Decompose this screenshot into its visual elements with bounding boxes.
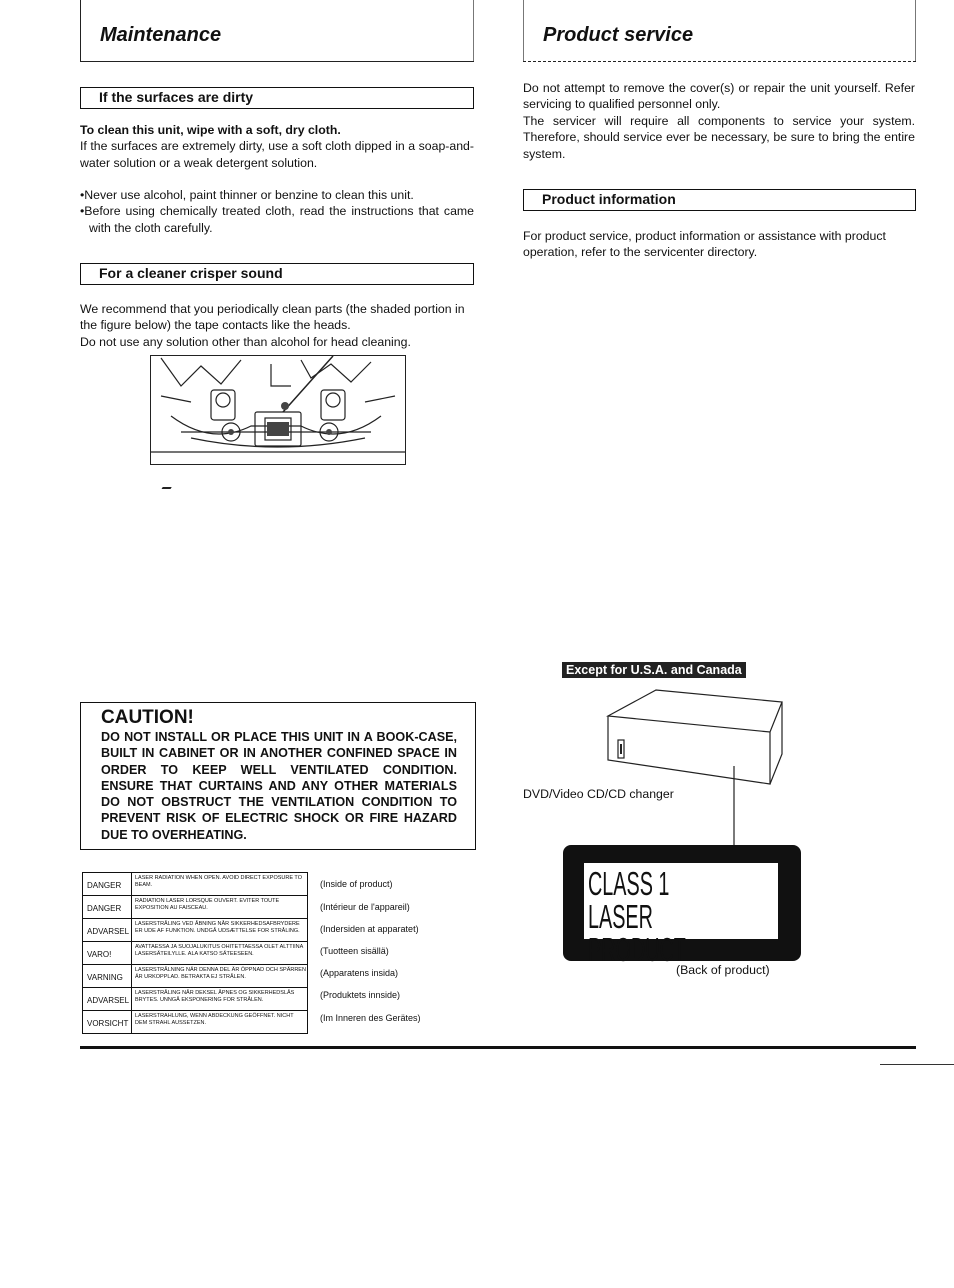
laser-label-panel xyxy=(584,863,778,968)
warning-row xyxy=(83,873,307,896)
service-text-2: The servicer will require all components to service your system. Therefore, should service ever be necessary, be sure to bring the entire system. xyxy=(523,113,915,161)
warning-location: (Intérieur de l'appareil) xyxy=(320,902,410,912)
warning-label: DANGER xyxy=(83,896,132,918)
header-right-rule xyxy=(915,0,916,62)
surfaces-heading: If the surfaces are dirty xyxy=(99,89,254,105)
laser-label-line-2: LASER PRODUCT xyxy=(588,898,686,968)
surfaces-bold-line: To clean this unit, wipe with a soft, dry cloth. xyxy=(80,123,341,137)
warning-row xyxy=(83,919,307,942)
sound-heading-box xyxy=(80,263,474,285)
header-left-rule xyxy=(80,0,81,62)
maintenance-header xyxy=(80,0,474,62)
warning-text: LASER RADIATION WHEN OPEN. AVOID DIRECT EXPOSURE TO BEAM. xyxy=(135,875,302,888)
warning-label-table xyxy=(82,872,308,1034)
header-bottom-rule xyxy=(523,61,916,62)
service-text-1: Do not attempt to remove the cover(s) or repair the unit yourself. Refer servicing to qualified personnel only. xyxy=(523,81,915,112)
bullet-1: •Never use alcohol, paint thinner or benzine to clean this unit. xyxy=(80,188,414,202)
warning-label: ADVARSEL xyxy=(83,919,132,941)
warning-location: (Tuotteen sisällä) xyxy=(320,946,389,956)
warning-row xyxy=(83,1011,307,1033)
surfaces-text: If the surfaces are extremely dirty, use a soft cloth dipped in a soap-and-water solution or a weak detergent solution. xyxy=(80,139,474,170)
warning-text: LASERSTRÅLNING NÄR DENNA DEL ÄR ÖPPNAD OCH SPÄRREN ÄR URKOPPLAD. BETRAKTA EJ STRÅLEN. xyxy=(135,967,306,980)
maintenance-title: Maintenance xyxy=(100,24,222,46)
warning-location: (Produktets innside) xyxy=(320,990,401,1000)
warning-text: AVATTAESSA JA SUOJALUKITUS OHITETTAESSA OLET ALTTIINA LASERSÄTEILYLLE. ALA KATSO SÄTEESEEN. xyxy=(135,944,303,957)
warning-label: VARO! xyxy=(83,942,132,964)
surfaces-heading-box xyxy=(80,87,474,109)
tape-mechanism-drawing xyxy=(151,356,405,464)
warning-text: RADIATION LASER LORSQUE OUVERT. EVITER TOUTE EXPOSITION AU FAISCEAU. xyxy=(135,898,280,911)
page-edge-mark xyxy=(880,1064,954,1065)
small-mark xyxy=(162,484,174,489)
tape-head-figure xyxy=(150,355,406,465)
product-info-heading: Product information xyxy=(542,191,676,207)
product-service-title: Product service xyxy=(543,24,694,46)
bottom-rule xyxy=(80,1046,916,1049)
product-info-paragraph xyxy=(523,228,917,261)
warning-location: (Inside of product) xyxy=(320,879,393,889)
device-label: DVD/Video CD/CD changer xyxy=(523,787,674,801)
product-service-header xyxy=(523,0,916,62)
warning-text: LASERSTRAHLUNG, WENN ABDECKUNG GEÖFFNET. NICHT DEM STRAHL AUSSETZEN. xyxy=(135,1013,294,1026)
bullet-2: •Before using chemically treated cloth, read the instructions that came with the cloth carefully. xyxy=(80,204,474,235)
service-paragraph xyxy=(523,80,915,162)
sound-paragraph xyxy=(80,301,476,350)
product-info-text: For product service, product information or assistance with product operation, refer to the servicenter directory. xyxy=(523,229,886,260)
warning-label: VARNING xyxy=(83,965,132,987)
sound-heading: For a cleaner crisper sound xyxy=(99,265,283,281)
warning-location: (Indersiden at apparatet) xyxy=(320,924,419,934)
region-badge: Except for U.S.A. and Canada xyxy=(562,662,746,678)
header-left-rule xyxy=(523,0,524,62)
back-caption: (Back of product) xyxy=(676,963,770,977)
warning-row xyxy=(83,965,307,988)
warning-location: (Im Inneren des Gerätes) xyxy=(320,1013,421,1023)
warning-row xyxy=(83,896,307,919)
sound-text-1: We recommend that you periodically clean parts (the shaded portion in the figure below) the tape contacts like the heads. xyxy=(80,302,465,333)
laser-label-line-1: CLASS 1 xyxy=(588,865,670,902)
warning-row xyxy=(83,942,307,965)
surfaces-paragraph xyxy=(80,122,474,171)
warning-row xyxy=(83,988,307,1011)
class1-laser-label xyxy=(563,845,801,968)
warning-label: DANGER xyxy=(83,873,132,895)
sound-text-2: Do not use any solution other than alcohol for head cleaning. xyxy=(80,334,411,349)
header-right-rule xyxy=(473,0,474,62)
surfaces-bullets xyxy=(80,187,474,236)
warning-label: VORSICHT xyxy=(83,1011,132,1033)
warning-text: LASERSTRÅLING VED ÅBNING NÅR SIKKERHEDSAFBRYDERE ER UDE AF FUNKTION. UNDGÅ UDSÆTTELSE FOR STRÅLING. xyxy=(135,921,300,934)
caution-title: CAUTION! xyxy=(101,707,194,728)
product-info-heading-box xyxy=(523,189,916,211)
product-box-drawing xyxy=(600,684,790,850)
caution-text: DO NOT INSTALL OR PLACE THIS UNIT IN A BOOK-CASE, BUILT IN CABINET OR IN ANOTHER CONFINED SPACE IN ORDER TO KEEP WELL VENTILATED CONDITION. ENSURE THAT CURTAINS AND ANY OTHER MATERIALS DO NOT OBSTRUCT THE VENTILATION CONDITION TO PREVENT RISK OF ELECTRIC SHOCK OR FIRE HAZARD DUE TO OVERHEATING. xyxy=(101,730,457,842)
header-bottom-rule xyxy=(80,61,474,62)
warning-label: ADVARSEL xyxy=(83,988,132,1010)
caution-box xyxy=(80,702,476,850)
warning-location: (Apparatens insida) xyxy=(320,968,399,978)
warning-text: LASERSTRÅLING NÅR DEKSEL ÅPNES OG SIKKERHEDSLÅS BRYTES. UNNGÅ EKSPONERING FOR STRÅLEN. xyxy=(135,990,295,1003)
